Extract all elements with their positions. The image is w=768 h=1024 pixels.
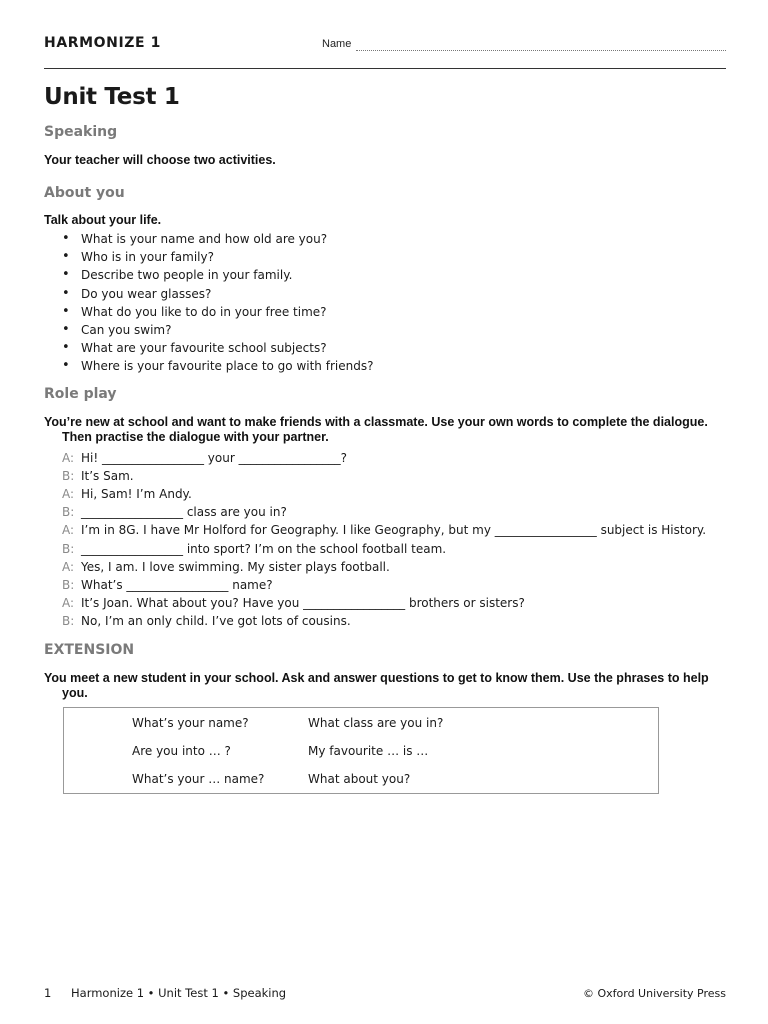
phrase: Are you into … ? (132, 743, 231, 758)
dialogue-line (44, 594, 726, 612)
dialogue-text: Hi! _________________ your _________________? (81, 450, 347, 465)
list-item: • Who is in your family? (44, 248, 726, 266)
speaker-label: B: (62, 578, 75, 593)
phrase: What about you? (308, 771, 411, 786)
page-footer (44, 986, 726, 1004)
dialogue-text: Yes, I am. I love swimming. My sister plays football. (81, 559, 390, 574)
about-question-list (44, 230, 726, 376)
name-field-line (356, 50, 726, 51)
section-about-you: About you (44, 185, 125, 201)
dialogue-line (44, 485, 726, 503)
dialogue-line (44, 576, 726, 594)
speaker-label: A: (62, 487, 75, 502)
phrase-box (63, 707, 659, 794)
dialogue-line (44, 612, 726, 630)
dialogue-text: _________________ into sport? I’m on the school football team. (81, 541, 447, 556)
speaker-label: A: (62, 450, 75, 465)
dialogue-text: It’s Joan. What about you? Have you _________________ brothers or sisters? (81, 596, 525, 611)
speaker-label: B: (62, 468, 75, 483)
brand-logo: HARMONIZE 1 (44, 35, 162, 51)
phrase: My favourite … is … (308, 743, 429, 758)
page-number: 1 (44, 986, 52, 1000)
dialogue-line (44, 521, 726, 539)
dialogue-text: Hi, Sam! I’m Andy. (81, 487, 192, 502)
dialogue-line (44, 503, 726, 521)
speaker-label: A: (62, 596, 75, 611)
phrase: What class are you in? (308, 715, 444, 730)
roleplay-instruction: You’re new at school and want to make friends with a classmate. Use your own words to complete the dialogue. Then practise the dialogue with your partner. (44, 414, 708, 444)
list-item: • What are your favourite school subjects? (44, 339, 726, 357)
list-item: • Do you wear glasses? (44, 285, 726, 303)
speaker-label: B: (62, 505, 75, 520)
section-speaking: Speaking (44, 124, 118, 140)
speaker-label: A: (62, 559, 75, 574)
list-item: • Can you swim? (44, 321, 726, 339)
about-instruction: Talk about your life. (44, 213, 162, 227)
list-item: • Where is your favourite place to go with friends? (44, 357, 726, 375)
section-extension: EXTENSION (44, 641, 135, 658)
dialogue-text: No, I’m an only child. I’ve got lots of cousins. (81, 614, 351, 629)
page-header (44, 33, 726, 53)
list-item: • What is your name and how old are you? (44, 230, 726, 248)
phrase: What’s your name? (132, 715, 249, 730)
page-title: Unit Test 1 (44, 84, 180, 110)
list-item: • What do you like to do in your free time? (44, 303, 726, 321)
speaker-label: B: (62, 614, 75, 629)
speaker-label: A: (62, 523, 75, 538)
copyright-notice: © Oxford University Press (582, 987, 726, 1000)
section-role-play: Role play (44, 385, 117, 402)
header-divider (44, 68, 726, 69)
dialogue-line (44, 449, 726, 467)
extension-instruction: You meet a new student in your school. Ask and answer questions to get to know them. Use the phrases to help you. (44, 670, 709, 700)
phrase-grid (132, 714, 508, 788)
intro-instruction: Your teacher will choose two activities. (44, 153, 276, 167)
name-label: Name (322, 38, 352, 50)
dialogue-line (44, 540, 726, 558)
dialogue (44, 449, 726, 631)
dialogue-line (44, 467, 726, 485)
worksheet-body (44, 84, 726, 794)
footer-breadcrumb: Harmonize 1 • Unit Test 1 • Speaking (71, 986, 287, 1000)
phrase: What’s your … name? (132, 771, 265, 786)
dialogue-text: It’s Sam. (81, 468, 134, 483)
dialogue-line (44, 558, 726, 576)
list-item: • Describe two people in your family. (44, 266, 726, 284)
dialogue-text: I’m in 8G. I have Mr Holford for Geography. I like Geography, but my _________________ subject is History. (81, 523, 707, 538)
dialogue-text: What’s _________________ name? (81, 578, 273, 593)
speaker-label: B: (62, 541, 75, 556)
dialogue-text: _________________ class are you in? (81, 505, 287, 520)
